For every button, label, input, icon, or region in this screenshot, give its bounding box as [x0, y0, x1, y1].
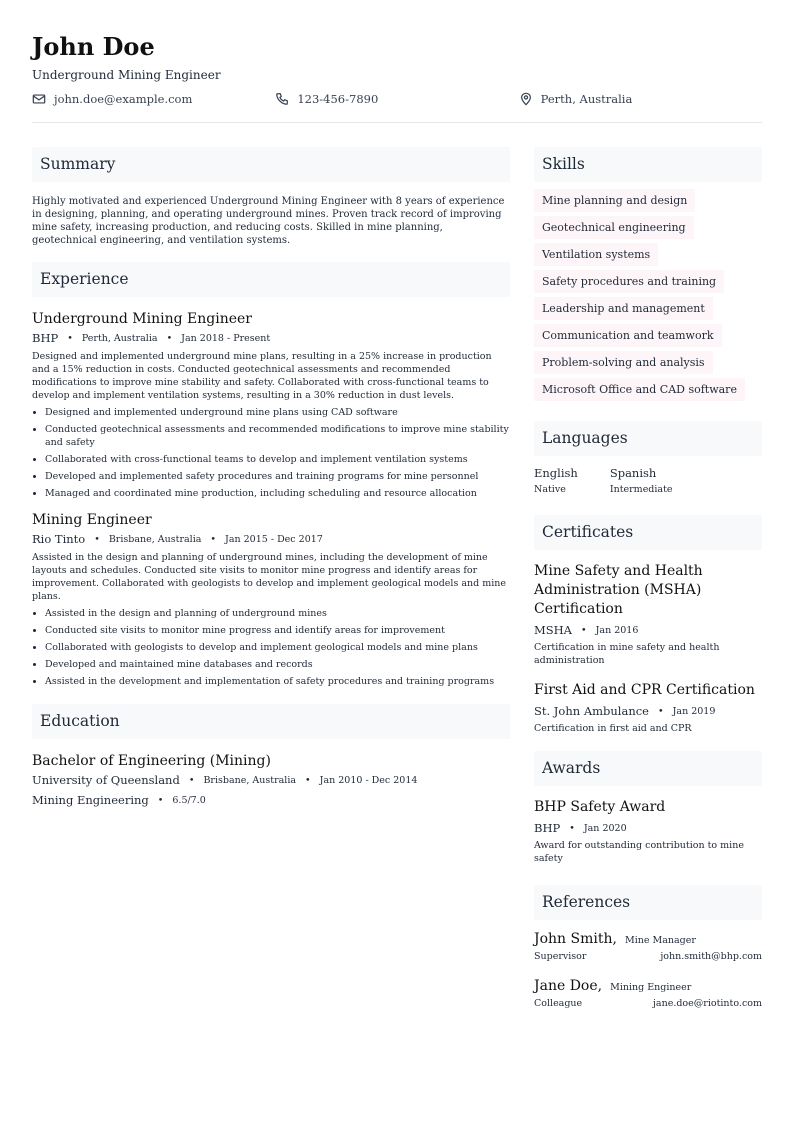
reference-email[interactable]: john.smith@bhp.com	[660, 951, 762, 962]
award-date: Jan 2020	[583, 822, 627, 834]
list-item: • Conducted geotechnical assessments and recommended modifications to improve mine stability and safety	[45, 423, 510, 449]
certificate-meta: MSHA • Jan 2016	[534, 623, 639, 637]
contact-email[interactable]	[32, 91, 275, 107]
list-item: • Managed and coordinated mine production, including scheduling and resource allocation	[45, 487, 510, 500]
list-item: • Collaborated with geologists to develop and implement geological models and mine plans	[45, 641, 510, 654]
side-column	[534, 147, 762, 1009]
list-item: • Designed and implemented underground mine plans using CAD software	[45, 406, 510, 419]
award-meta: BHP • Jan 2020	[534, 821, 627, 835]
job-dates: Jan 2015 - Dec 2017	[225, 533, 323, 545]
candidate-name: John Doe	[32, 32, 155, 61]
reference-entry	[534, 931, 762, 962]
certificate-date: Jan 2016	[595, 624, 639, 636]
skill-tag: Geotechnical engineering	[534, 216, 694, 239]
job-description: Designed and implemented underground mine plans, resulting in a 25% increase in production and a 15% reduction in costs. Conducted geotechnical assessments and recommended modifications to improve mine stability and safety. Collaborated with cross-functional teams to develop and implement ventilation systems, resulting in a 30% reduction in dust levels.	[32, 351, 492, 401]
list-item: • Assisted in the design and planning of underground mines	[45, 607, 510, 620]
certificate-date: Jan 2019	[672, 705, 716, 717]
phone-text[interactable]: 123-456-7890	[297, 92, 379, 106]
job-meta: BHP • Perth, Australia • Jan 2018 - Present	[32, 331, 271, 345]
language-name: Spanish	[609, 466, 657, 480]
job-dates: Jan 2018 - Present	[181, 332, 271, 344]
main-column	[32, 147, 510, 1009]
header-divider	[32, 122, 762, 123]
contact-location	[519, 91, 762, 107]
education-dates: Jan 2010 - Dec 2014	[319, 774, 418, 786]
reference-name: John Smith,	[534, 931, 617, 947]
job-bullets	[32, 406, 510, 500]
languages-list	[534, 466, 762, 495]
email-text[interactable]: john.doe@example.com	[54, 92, 193, 106]
gpa: 6.5/7.0	[172, 794, 206, 806]
references-heading: References	[534, 885, 762, 920]
skills-heading: Skills	[534, 147, 762, 182]
location-text: Perth, Australia	[540, 92, 633, 106]
reference-name: Jane Doe,	[534, 978, 603, 994]
contact-row	[32, 91, 762, 107]
skill-tag: Problem-solving and analysis	[534, 351, 713, 374]
education-heading: Education	[32, 704, 510, 739]
summary-text: Highly motivated and experienced Underground Mining Engineer with 8 years of experience in designing, planning, and operating underground mines. Proven track record of improving mine safety, increasing production, and reducing costs. Skilled in mine planning, geotechnical engineering, and ventilation systems.	[32, 196, 505, 246]
award-issuer: BHP	[534, 821, 561, 835]
degree-title: Bachelor of Engineering (Mining)	[32, 753, 271, 769]
job-title: Mining Engineer	[32, 512, 152, 528]
school-name: University of Queensland	[32, 773, 180, 787]
language-item	[534, 466, 578, 495]
reference-relation: Supervisor	[534, 951, 587, 962]
certificate-title: Mine Safety and Health Administration (MSHA) Certification	[534, 563, 703, 617]
language-item	[610, 466, 673, 495]
job-bullets	[32, 607, 510, 688]
skill-tag: Microsoft Office and CAD software	[534, 378, 745, 401]
language-level: Native	[534, 484, 566, 495]
reference-position: Mining Engineer	[610, 982, 692, 993]
list-item: • Developed and maintained mine databases and records	[45, 658, 510, 671]
location-pin-icon	[519, 92, 533, 106]
skill-tag: Safety procedures and training	[534, 270, 724, 293]
job-entry	[32, 512, 510, 688]
summary-heading: Summary	[32, 147, 510, 182]
candidate-role: Underground Mining Engineer	[32, 68, 221, 82]
job-company: Rio Tinto	[32, 532, 86, 546]
job-meta: Rio Tinto • Brisbane, Australia • Jan 2015 - Dec 2017	[32, 532, 323, 546]
certificates-heading: Certificates	[534, 515, 762, 550]
phone-icon	[275, 92, 289, 106]
job-location: Brisbane, Australia	[108, 533, 202, 545]
reference-entry	[534, 978, 762, 1009]
skill-tag: Leadership and management	[534, 297, 713, 320]
contact-phone[interactable]	[275, 91, 518, 107]
language-level: Intermediate	[609, 484, 673, 495]
awards-heading: Awards	[534, 751, 762, 786]
reference-relation: Colleague	[534, 998, 583, 1009]
skills-list	[534, 189, 762, 405]
skill-tag: Mine planning and design	[534, 189, 695, 212]
reference-position: Mine Manager	[624, 935, 696, 946]
job-entry	[32, 311, 510, 500]
certificate-description: Certification in mine safety and health administration	[534, 642, 720, 666]
award-entry	[534, 798, 762, 865]
certificate-description: Certification in first aid and CPR	[534, 723, 692, 734]
reference-email[interactable]: jane.doe@riotinto.com	[652, 998, 762, 1009]
certificate-issuer: MSHA	[534, 623, 572, 637]
job-company: BHP	[32, 331, 59, 345]
list-item: • Assisted in the development and implementation of safety procedures and training programs	[45, 675, 510, 688]
languages-heading: Languages	[534, 421, 762, 456]
certificate-issuer: St. John Ambulance	[534, 704, 649, 718]
education-field-row: Mining Engineering • 6.5/7.0	[32, 793, 206, 807]
award-title: BHP Safety Award	[534, 799, 666, 815]
experience-heading: Experience	[32, 262, 510, 297]
list-item: • Conducted site visits to monitor mine progress and identify areas for improvement	[45, 624, 510, 637]
job-location: Perth, Australia	[81, 332, 158, 344]
education-meta: University of Queensland • Brisbane, Australia • Jan 2010 - Dec 2014	[32, 773, 418, 787]
certificate-title: First Aid and CPR Certification	[534, 682, 755, 698]
skill-tag: Communication and teamwork	[534, 324, 722, 347]
resume-page	[32, 32, 762, 1009]
school-location: Brisbane, Australia	[203, 774, 297, 786]
list-item: • Collaborated with cross-functional teams to develop and implement ventilation systems	[45, 453, 510, 466]
award-description: Award for outstanding contribution to mine safety	[534, 840, 744, 864]
language-name: English	[534, 466, 578, 480]
mail-icon	[32, 92, 46, 106]
field-of-study: Mining Engineering	[32, 793, 149, 807]
certificate-entry	[534, 681, 762, 735]
job-description: Assisted in the design and planning of underground mines, including the development of mine layouts and schedules. Conducted site visits to monitor mine progress and identify areas for improvement. Collaborated with geologists to develop and implement geological models and mine plans.	[32, 552, 507, 602]
education-entry	[32, 753, 510, 807]
certificate-meta: St. John Ambulance • Jan 2019	[534, 704, 716, 718]
job-title: Underground Mining Engineer	[32, 311, 252, 327]
list-item: • Developed and implemented safety procedures and training programs for mine personnel	[45, 470, 510, 483]
skill-tag: Ventilation systems	[534, 243, 658, 266]
certificate-entry	[534, 562, 762, 667]
